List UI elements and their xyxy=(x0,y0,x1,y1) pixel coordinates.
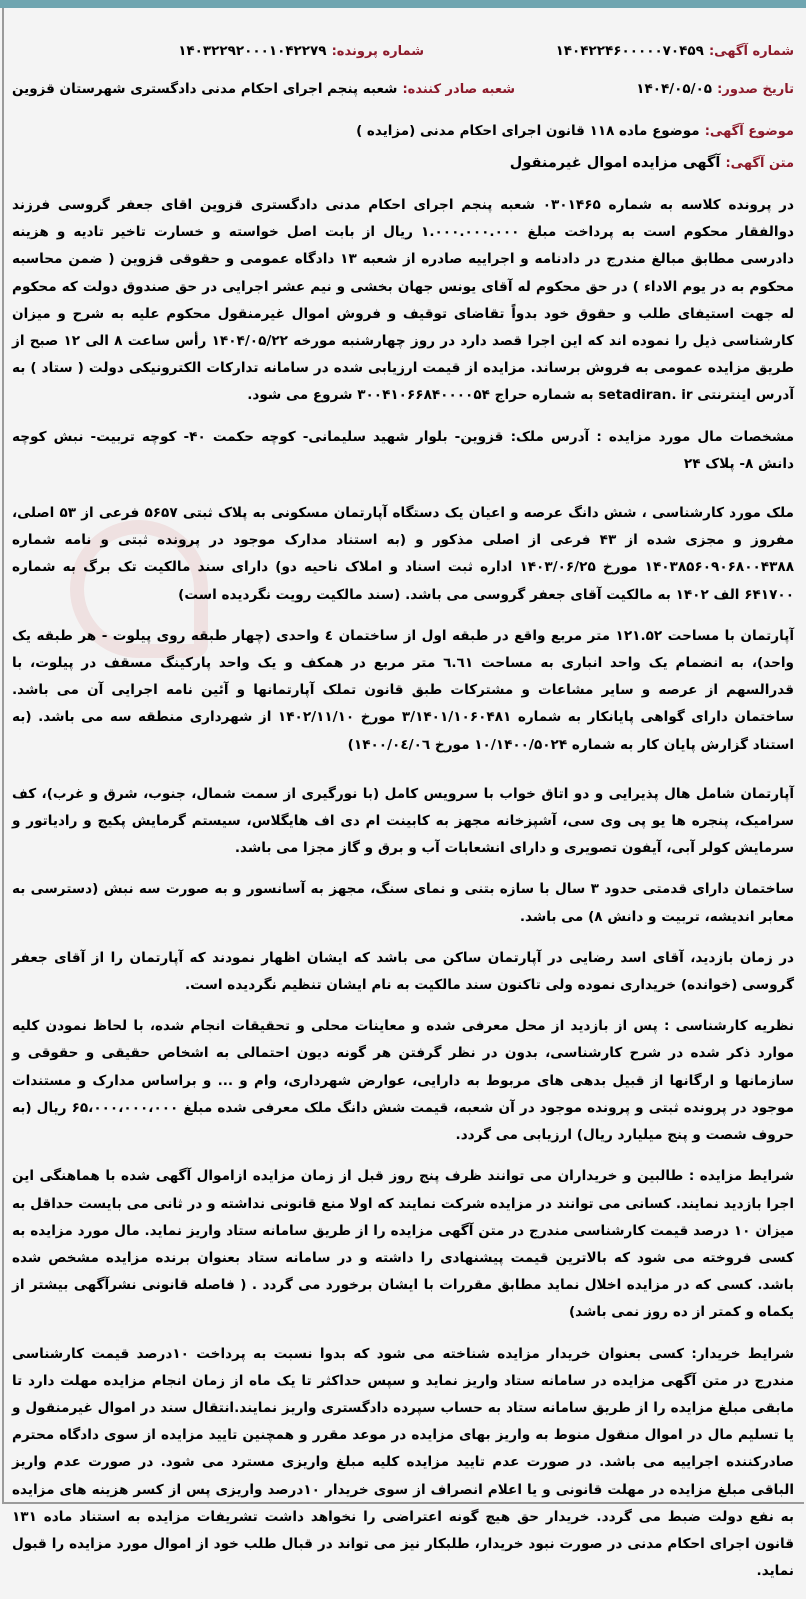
ad-number-label: شماره آگهی: xyxy=(708,43,794,59)
issuer-value: شعبه پنجم اجرای احکام مدنی دادگستری شهرستان قزوین xyxy=(12,80,398,97)
text-title-value: آگهی مزایده اموال غیرمنقول xyxy=(509,155,721,171)
paragraph-property: ملک مورد کارشناسی ، شش دانگ عرصه و اعیان یک دستگاه آپارتمان مسکونی به پلاک ثبتی ۵۶۵۷ فرعی از ۵۳ اصلی، مفروز و مجزی شده از ۴۳ فرعی از اصلی مذکور و (به استناد مدارک موجود در پرونده ثبتی و نامه شماره ۱۴۰۳۸۵۶۰۹۰۶۸۰۰۴۳۸۸ مورخ ۱۴۰۳/۰۶/۲۵ اداره ثبت اسناد و املاک ناحیه دو) دارای سند مالکیت تک برگ به شماره ۶۴۱۷۰۰ الف ۱۴۰۲ به مالکیت آقای جعفر گروسی می باشد. (سند مالکیت رویت نگردیده است) xyxy=(12,505,794,603)
ad-document xyxy=(12,30,794,1599)
ad-subject xyxy=(12,116,794,146)
issue-date xyxy=(515,78,794,97)
paragraph-visit: در زمان بازدید، آقای اسد رضایی در آپارتمان ساکن می باشد که ایشان اظهار نمودند که آپارتمان را از آقای جعفر گروسی (خوانده) خریداری نموده ولی تاکنون سند مالکیت به نام ایشان تنظیم نگردیده است. xyxy=(12,949,794,994)
issue-date-label: تاریخ صدور: xyxy=(717,81,794,97)
paragraph-address: مشخصات مال مورد مزایده : آدرس ملک: قزوین- بلوار شهید سلیمانی- کوچه حکمت ۴۰- کوچه تربیت- نبش کوچه دانش ۸- پلاک ۲۴ xyxy=(12,428,794,472)
issuer-label: شعبه صادر کننده: xyxy=(402,81,515,97)
issue-date-value: ۱۴۰۴/۰۵/۰۵ xyxy=(636,80,713,97)
window-title-bar xyxy=(0,0,806,8)
ad-text-title xyxy=(12,148,794,178)
paragraph-buyer-conditions: شرایط خریدار: کسی بعنوان خریدار مزایده شناخته می شود که بدوا نسبت به پرداخت ۱۰درصد قیمت کارشناسی مندرج در متن آگهی مزایده در سامانه ستاد واریز نماید و سپس حداکثر تا یک ماه از زمان انجام مزایده مهلت دارد تا مابقی مبلغ مزایده را از طریق سامانه ستاد به حساب سپرده دادگستری واریز نمایند.انتقال سند در اموال غیرمنقول و یا تسلیم مال در اموال منقول منوط به واریز بهای مزایده در موعد مقرر و همچنین تایید مزایده از سوی دادگاه محترم صادرکننده اجراییه می باشد. در صورت عدم تایید مزایده کلیه مبلغ واریزی مسترد می شود. در صورت عدم واریز الباقی مبلغ مزایده در مهلت قانونی و یا اعلام انصراف از سوی خریدار ۱۰درصد واریزی پس از کسر هزینه های مزایده به نفع دولت ضبط می گردد. خریدار حق هیچ گونه اعتراضی را نخواهد داشت تشریفات مزایده به استناد ماده ۱۳۱ قانون اجرای احکام مدنی در صورت نبود خریدار، طلبکار نیز می تواند در قبال طلب خود از اموال مورد مزایده را قبول نماید. xyxy=(12,1345,795,1580)
text-label: متن آگهی: xyxy=(725,155,794,171)
header-row-2 xyxy=(12,68,794,106)
paragraph-case: در پرونده کلاسه به شماره ۰۳۰۱۴۶۵ شعبه پنجم اجرای احکام مدنی دادگستری قزوین اقای جعفر گروسی فرزند دوالفقار محکوم است به پرداخت مبلغ ۱.۰۰۰.۰۰۰.۰۰۰ ریال از بابت اصل خواسته و خسارت تاخیر تادیه و هزینه دادرسی مطابق مبالغ مندرج در دادنامه و اجراییه صادره از شعبه ۱۳ دادگاه عمومی و حقوقی قزوین ( ضمن محاسبه محکوم به در یوم الاداء ) در حق محکوم له آقای یونس جهان بخشی و نیم عشر اجرایی در حق صندوق دولت که محکوم له جهت استیفای طلب و حقوق خود بدواً تقاضای توقیف و فروش اموال غیرمنقول محکوم علیه به شرح و میزان کارشناسی ذیل را نموده اند که این اجرا قصد دارد در روز چهارشنبه مورخه ۱۴۰۴/۰۵/۲۲ رأس ساعت ۸ الی ۱۲ صبح از طریق مزایده عمومی به فروش برساند. مزایده از قیمت ارزیابی شده در سامانه تدارکات الکترونیکی دولت ( ستاد ) به آدرس اینترنتی setadiran. ir به شماره حراج ۳۰۰۴۱۰۶۶۸۴۰۰۰۰۵۴ شروع می شود. xyxy=(12,197,795,404)
paragraph-auction-conditions: شرایط مزایده : طالبین و خریداران می توانند ظرف پنج روز قبل از زمان مزایده ازاموال آگهی شده با هماهنگی این اجرا بازدید نمایند. کسانی می توانند در مزایده شرکت نمایند که اولا منع قانونی نداشته و در ثانی می بایست حداقل به میزان ۱۰ درصد قیمت کارشناسی مندرج در متن آگهی مزایده را از طریق سامانه ستاد واریز نماید. مال مورد مزایده به کسی فروخته می شود که بالاترین قیمت پیشنهادی را داشته و در سامانه ستاد بعنوان برنده مزایده مشخص شده باشد. کسی که در مزایده اخلال نماید مطابق مقررات با ایشان برخورد می گردد . ( فاصله قانونی نشرآگهی بیشتر از یکماه و کمتر از ده روز نمی باشد) xyxy=(12,1168,795,1321)
case-number xyxy=(12,40,424,59)
ad-body xyxy=(12,192,794,1585)
case-number-value: ۱۴۰۳۲۲۹۲۰۰۰۱۰۴۲۲۷۹ xyxy=(178,42,327,59)
paragraph-expert-opinion: نظریه کارشناسی : پس از بازدید از محل معرفی شده و معاینات محلی و تحقیقات انجام شده، با لحاظ نمودن کلیه موارد ذکر شده در شرح کارشناسی، بدون در نظر گرفتن هر گونه دیون احتمالی به اشخاص حقیقی و حقوقی و سازمانها و ارگانها از قبیل بدهی های مربوط به دارایی، عوارض شهرداری، وام و ... و براساس مدارک و مستندات موجود در پرونده ثبتی و پرونده موجود در آن شعبه، قیمت شش دانگ ملک معرفی شده مبلغ ۶۵،۰۰۰،۰۰۰،۰۰۰ ریال (به حروف شصت و پنج میلیارد ریال) ارزیابی می گردد. xyxy=(12,1018,794,1144)
ad-number-value: ۱۴۰۴۲۲۴۶۰۰۰۰۰۷۰۴۵۹ xyxy=(555,42,704,59)
paragraph-apartment: آپارتمان با مساحت ۱۲۱.۵۲ متر مربع واقع در طبقه اول از ساختمان ٤ واحدی (چهار طبقه روی پیلوت - هر طبقه یک واحد)، به انضمام یک واحد انباری به مساحت ٦.٦١ متر مربع در همکف و یک واحد پارکینگ مسقف در پیلوت، با قدرالسهم از عرصه و سایر مشاعات و مشترکات طبق قانون تملک آپارتمانها و آئین نامه اجرایی آن می باشد. ساختمان دارای گواهی پایانکار به شماره ۳/۱۴۰۱/۱۰۶۰۴۸۱ مورخ ۱۴۰۲/۱۱/۱۰ از شهرداری منطقه سه می باشد. (به استناد گزارش پایان کار به شماره ۱۰/۱۴۰۰/۵۰۲۴ مورخ ۱۴۰۰/۰٤/۰٦) xyxy=(12,627,794,753)
case-number-label: شماره پرونده: xyxy=(331,43,424,59)
issuer xyxy=(12,78,515,97)
paragraph-building: ساختمان دارای قدمتی حدود ۳ سال با سازه بتنی و نمای سنگ، مجهز به آسانسور و به صورت سه نبش (دسترسی به معابر اندیشه، تربیت و دانش ۸) می باشد. xyxy=(12,881,794,925)
subject-label: موضوع آگهی: xyxy=(704,123,794,139)
ad-number xyxy=(424,40,794,59)
paragraph-features: آپارتمان شامل هال پذیرایی و دو اتاق خواب با سرویس کامل (با نورگیری از سمت شمال، جنوب، شرق و غرب)، کف سرامیک، پنجره ها یو پی وی سی، آشپزخانه مجهز به کابینت ام دی اف هایگلاس، سیستم گرمایش پکیج و رادیاتور و سرمایش کولر آبی، آیفون تصویری و دارای انشعابات آب و برق و گاز مجزا می باشد. xyxy=(12,785,794,857)
subject-value: موضوع ماده ۱۱۸ قانون اجرای احکام مدنی (مزایده ) xyxy=(356,123,700,139)
header-row-1 xyxy=(12,30,794,68)
